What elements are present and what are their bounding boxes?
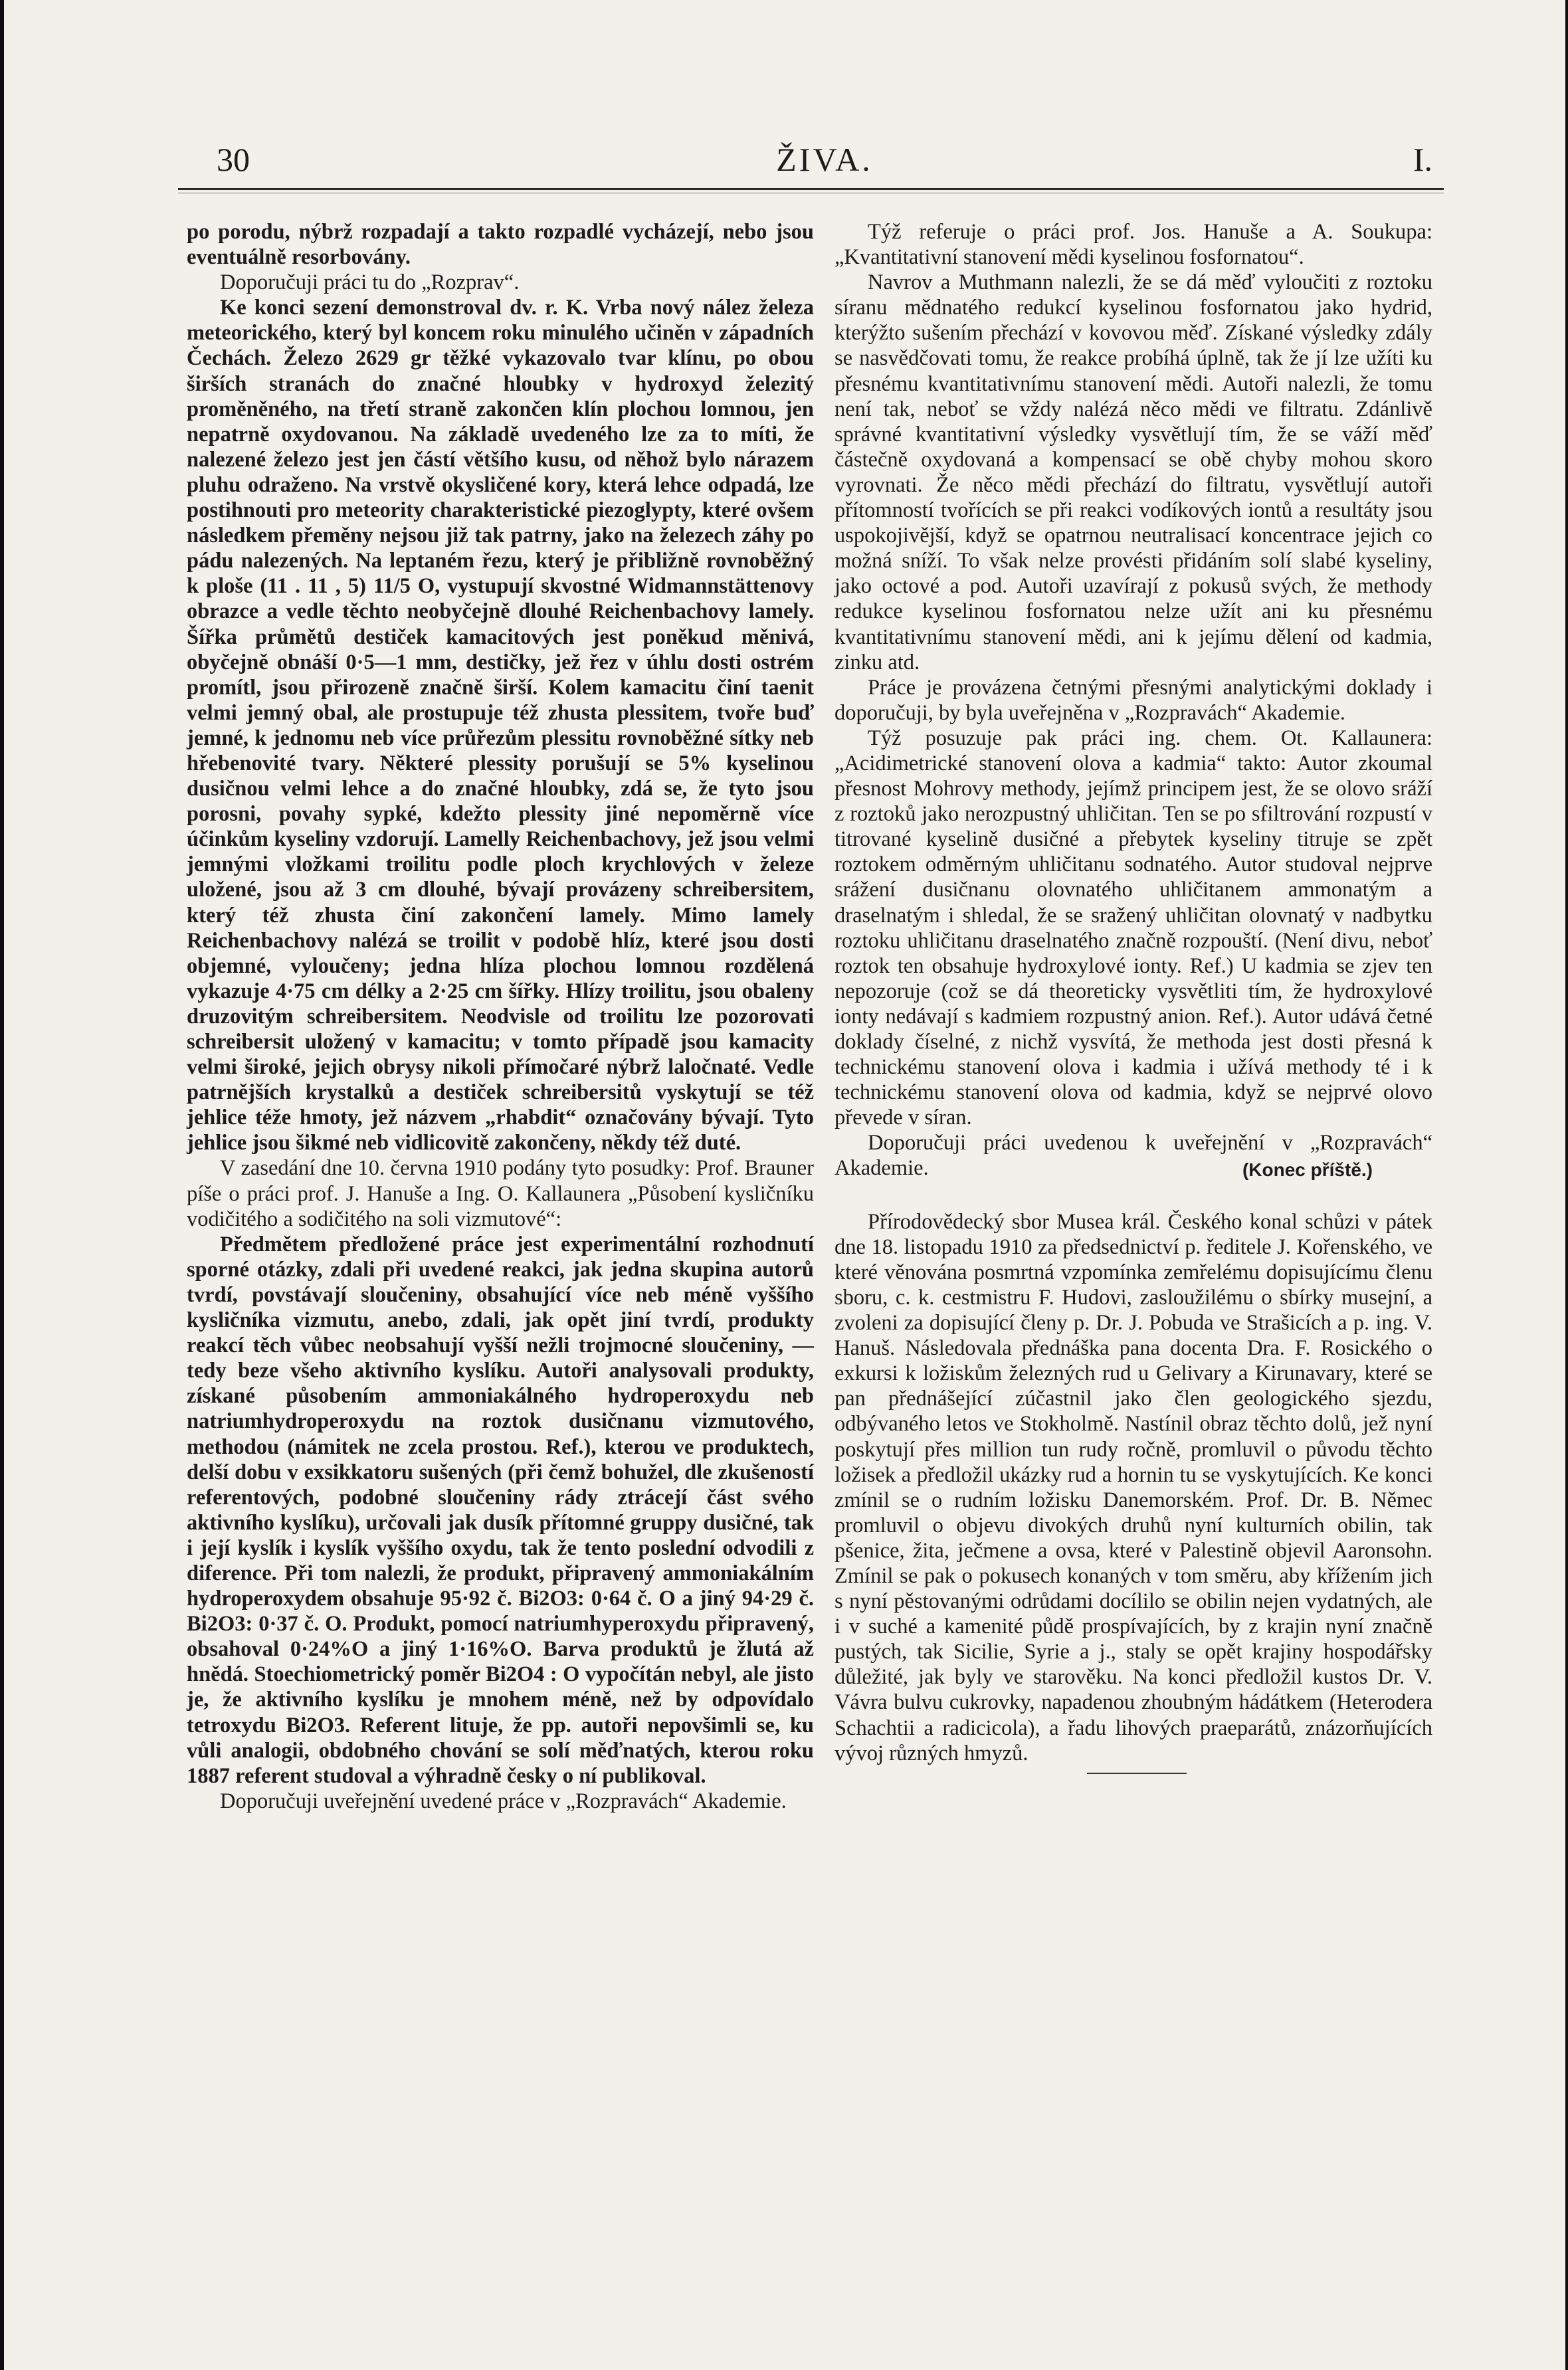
closing-rule bbox=[1087, 1773, 1187, 1774]
paragraph-meteorite-iron: Ke konci sezení demonstroval dv. r. K. Vrba nový nález železa meteorického, který byl koncem roku minulého učiněn v západních Čechách. Železo 2629 gr těžké vykazovalo tvar klínu, po obou širších stranách do značné hloubky v hydroxyd železitý proměněného, na třetí straně zakončen klín plochou lomnou, jen nepatrně oxydovanou. Na základě uvedeného lze za to míti, že nalezené železo jest jen částí většího kusu, od něhož bylo nárazem pluhu odraženo. Na vrstvě okysličené kory, která lehce odpadá, lze postihnouti pro meteority charakteristické piezoglypty, které ovšem následkem přeměny nejsou již tak patrny, jako na železech záhy po pádu nalezených. Na leptaném řezu, který je přibližně rovnoběžný k ploše (11 . 11 , 5) 11/5 O, vystupují skvostné Widmannstättenovy obrazce a vedle těchto neobyčejně dlouhé Reichenbachovy lamely. Šířka průmětů destiček kamacitových jest poněkud měnivá, obyčejně obnáší 0·5—1 mm, destičky, jež řez v úhlu dosti ostrém promítl, jsou přirozeně značně širší. Kolem kamacitu činí taenit velmi jemný obal, ale prostupuje též zhusta plessitem, tvoře buď jemné, k jednomu neb více průřezům plessitu rovnoběžné sítky neb hřebenovité tvary. Některé plessity porušují se 5% kyselinou dusičnou velmi lehce a do značné hloubky, zdá se, že tyto jsou porosni, povahy sypké, kdežto plessity jiné nepoměrně více účinkům kyseliny vzdorují. Lamelly Reichenbachovy, jež jsou velmi jemnými vložkami troilitu podle ploch krychlových v železe uložené, jsou až 3 cm dlouhé, bývají provázeny schreibersitem, který též zhusta činí zakončení lamely. Mimo lamely Reichenbachovy nalézá se troilit v podobě hlíz, které jsou dosti objemné, vyloučeny; jedna hlíza plochou lomnou rozdělená vykazuje 4·75 cm délky a 2·25 cm šířky. Hlízy troilitu, jsou obaleny druzovitým schreibersitem. Neodvisle od troilitu lze pozorovati schreibersit uložený v kamacitu; v tomto případě jsou kamacity velmi široké, jejich obrysy nikoli přímočaré nýbrž laločnaté. Vedle patrnějších krystalků a destiček schreibersitů vyskytují se též jehlice téže hmoty, jež názvem „rhabdit“ označovány bývají. Tyto jehlice jsou šikmé neb vidlicovitě zakončeny, někdy též duté. bbox=[187, 296, 814, 1155]
left-column bbox=[187, 219, 814, 1814]
header-rule bbox=[178, 188, 1444, 190]
paragraph-copper-review: Navrov a Muthmann nalezli, že se dá měď vyloučiti z roztoku síranu mědnatého redukcí kyselinou fosfornatou jako hydrid, kterýžto sušením přechází v kovovou měď. Získané výsledky zdály se nasvědčovati tomu, že reakce probíhá úplně, tak že jí lze užíti ku přesnému kvantitativnímu stanovení mědi. Autoři nalezli, že tomu není tak, neboť se vždy nalézá něco mědi ve filtratu. Zdánlivě správné kvantitativní výsledky vysvětlují tím, že se váží měď částečně oxydovaná a kompensací se obě chyby mohou skoro vyrovnati. Že něco mědi přechází do filtratu, vysvětlují autoři přítomností tvořících se při reakci vodíkových iontů a resultáty jsou uspokojivější, když se opatrnou neutralisací koncentrace jejich co možná sníží. To však nelze provésti přidáním solí slabé kyseliny, jako octové a pod. Autoři uzavírají z pokusů svých, že methody redukce kyselinou fosfornatou nelze užít ani ku přesnému kvantitativnímu stanovení mědi, ani k jejímu dělení od kadmia, zinku atd. bbox=[834, 270, 1432, 674]
paragraph-meteorite-intro: po porodu, nýbrž rozpadají a takto rozpadlé vycházejí, nebo jsou eventuálně resorbovány. bbox=[187, 220, 814, 270]
journal-page bbox=[4, 0, 1565, 2370]
right-column bbox=[834, 219, 1432, 1774]
page-header bbox=[217, 136, 1432, 183]
paragraph-copper-title: Týž referuje o práci prof. Jos. Hanuše a A. Soukupa: „Kvantitativní stanovení mědi kyselinou fosfornatou“. bbox=[834, 220, 1432, 270]
paragraph-museum-report: Přírodovědecký sbor Musea král. Českého konal schůzi v pátek dne 18. listopadu 1910 za předsednictví p. ředitele J. Kořenského, ve které věnována posmrtná vzpomínka zemřelému dopisujícímu členu sboru, c. k. cestmistru F. Hudovi, zasloužilému o sbírky musejní, a zvoleni za dopisující členy p. Dr. J. Pobuda ve Strašicích a p. ing. V. Hanuš. Následovala přednáška pana docenta Dra. F. Rosického o exkursi k ložiskům železných rud u Gelivary a Kirunavary, které se pan přednášející zúčastnil jako člen geologického sjezdu, odbývaného letos ve Stokholmě. Nastínil obraz těchto dolů, jež nyní poskytují přes million tun rudy ročně, promluvil o původu těchto ložisek a předložil ukázky rud a hornin tu se vyskytujících. Ke konci zmínil se o rudním ložisku Danemorském. Prof. Dr. B. Němec promluvil o objevu divokých druhů nyní kulturních obilin, tak pšenice, žita, ječmene a ovsa, které v Palestině objevil Aaronsohn. Zmínil se pak o pokusech konaných v tom směru, aby křížením jich s nyní pěstovanými odrůdami docílilo se obilin nejen vydatných, ale i v suché a kamenité půdě prospívajících, by z krajin nyní značně pustých, tak Sicilie, Syrie a j., staly se opět krajiny hospodářsky důležité, jak byly ve starověku. Na konci předložil kustos Dr. V. Vávra bulvu cukrovky, napadenou zhoubným hádátkem (Heterodera Schachtii a radicicola), a řadu lihových praeparátů, znázorňujících vývoj různých hmyzů. bbox=[834, 1209, 1432, 1765]
page-number: 30 bbox=[217, 141, 250, 178]
paragraph-session-reviews: V zasedání dne 10. června 1910 podány tyto posudky: Prof. Brauner píše o práci prof. J. Hanuše a Ing. O. Kallaunera „Působení kysličníku vodičitého a sodičitého na soli vizmutové“: bbox=[187, 1156, 814, 1231]
paragraph-lead-recommendation: Doporučuji práci uvedenou k uveřejnění v „Rozpravách“ Akademie. bbox=[834, 1131, 1432, 1181]
journal-title: ŽIVA. bbox=[776, 141, 873, 178]
paragraph-recommendation-1: Doporučuji práci tu do „Rozprav“. bbox=[220, 270, 520, 295]
paragraph-copper-recommendation: Práce je provázena četnými přesnými analytickými doklady i doporučuji, by byla uveřejněna v „Rozpravách“ Akademie. bbox=[834, 675, 1432, 725]
paragraph-recommendation-2: Doporučuji uveřejnění uvedené práce v „Rozpravách“ Akademie. bbox=[220, 1789, 787, 1813]
paragraph-bismuth-review: Předmětem předložené práce jest experimentální rozhodnutí sporné otázky, zdali při uvedené reakci, jak jedna skupina autorů tvrdí, povstávají sloučeniny, obsahující více neb méně vyššího kysličníka vizmutu, anebo, zdali, jak opět jiní tvrdí, produkty reakcí těch vůbec neobsahují vyšší nežli trojmocné sloučeniny, — tedy beze všeho aktivního kyslíku. Autoři analysovali produkty, získané působením ammoniakálného hydroperoxydu neb natriumhydroperoxydu na roztok dusičnanu vizmutového, methodou (námitek ne zcela prostou. Ref.), kterou ve produktech, delší dobu v exsikkatoru sušených (při čemž bohužel, dle zkušeností referentových, podobné sloučeniny rády ztrácejí část svého aktivního kyslíku), určovali jak dusík přítomné gruppy dusičné, tak i její kyslík i kyslík vyššího oxydu, tak že tento poslední odvodili z diference. Při tom nalezli, že produkt, připravený ammoniakálním hydroperoxydem obsahuje 95·92 č. Bi2O3: 0·64 č. O a jiný 94·29 č. Bi2O3: 0·37 č. O. Produkt, pomocí natriumhyperoxydu připravený, obsahoval 0·24%O a jiný 1·16%O. Barva produktů je žlutá až hnědá. Stoechiometrický poměr Bi2O4 : O vypočítán nebyl, ale jisto je, že aktivního kyslíku je mnohem méně, než by odpovídalo tetroxydu Bi2O3. Referent lituje, že pp. autoři nepovšimli se, ku vůli analogii, obdobného chování se solí měďnatých, kterou roku 1887 referent studoval a výhradně česky o ní publikoval. bbox=[187, 1232, 814, 1788]
section-gap bbox=[834, 1183, 1432, 1209]
volume-number: I. bbox=[1413, 141, 1432, 178]
end-mark: (Konec příště.) bbox=[1242, 1159, 1373, 1180]
paragraph-lead-cadmium-review: Týž posuzuje pak práci ing. chem. Ot. Kallaunera: „Acidimetrické stanovení olova a kadmia“ takto: Autor zkoumal přesnost Mohrovy methody, jejímž principem jest, že se olovo sráží z roztoků jako nerozpustný uhličitan. Ten se po sfiltrování rozpustí v titrované kyselině dusičné a přebytek kyseliny titruje se zpět roztokem odměrným uhličitanu sodnatého. Autor studoval nejprve srážení dusičnanu olovnatého uhličitanem ammonatým a draselnatým i shledal, že se sražený uhličitan olovnatý v nadbytku roztoku uhličitanu draselnatého značně rozpouští. (Není divu, neboť roztok ten obsahuje hydroxylové ionty. Ref.) U kadmia se zjev ten nepozoruje (což se dá theoreticky vysvětliti tím, že hydroxylové ionty nedávají s kadmiem rozpustný anion. Ref.). Autor udává četné doklady číselné, z nichž vysvítá, že methoda jest dosti přesná k technickému stanovení olova i kadmia i užívá methody té i k technickému stanovení olova od kadmia, když se nejprvé olovo převede v síran. bbox=[834, 726, 1432, 1130]
